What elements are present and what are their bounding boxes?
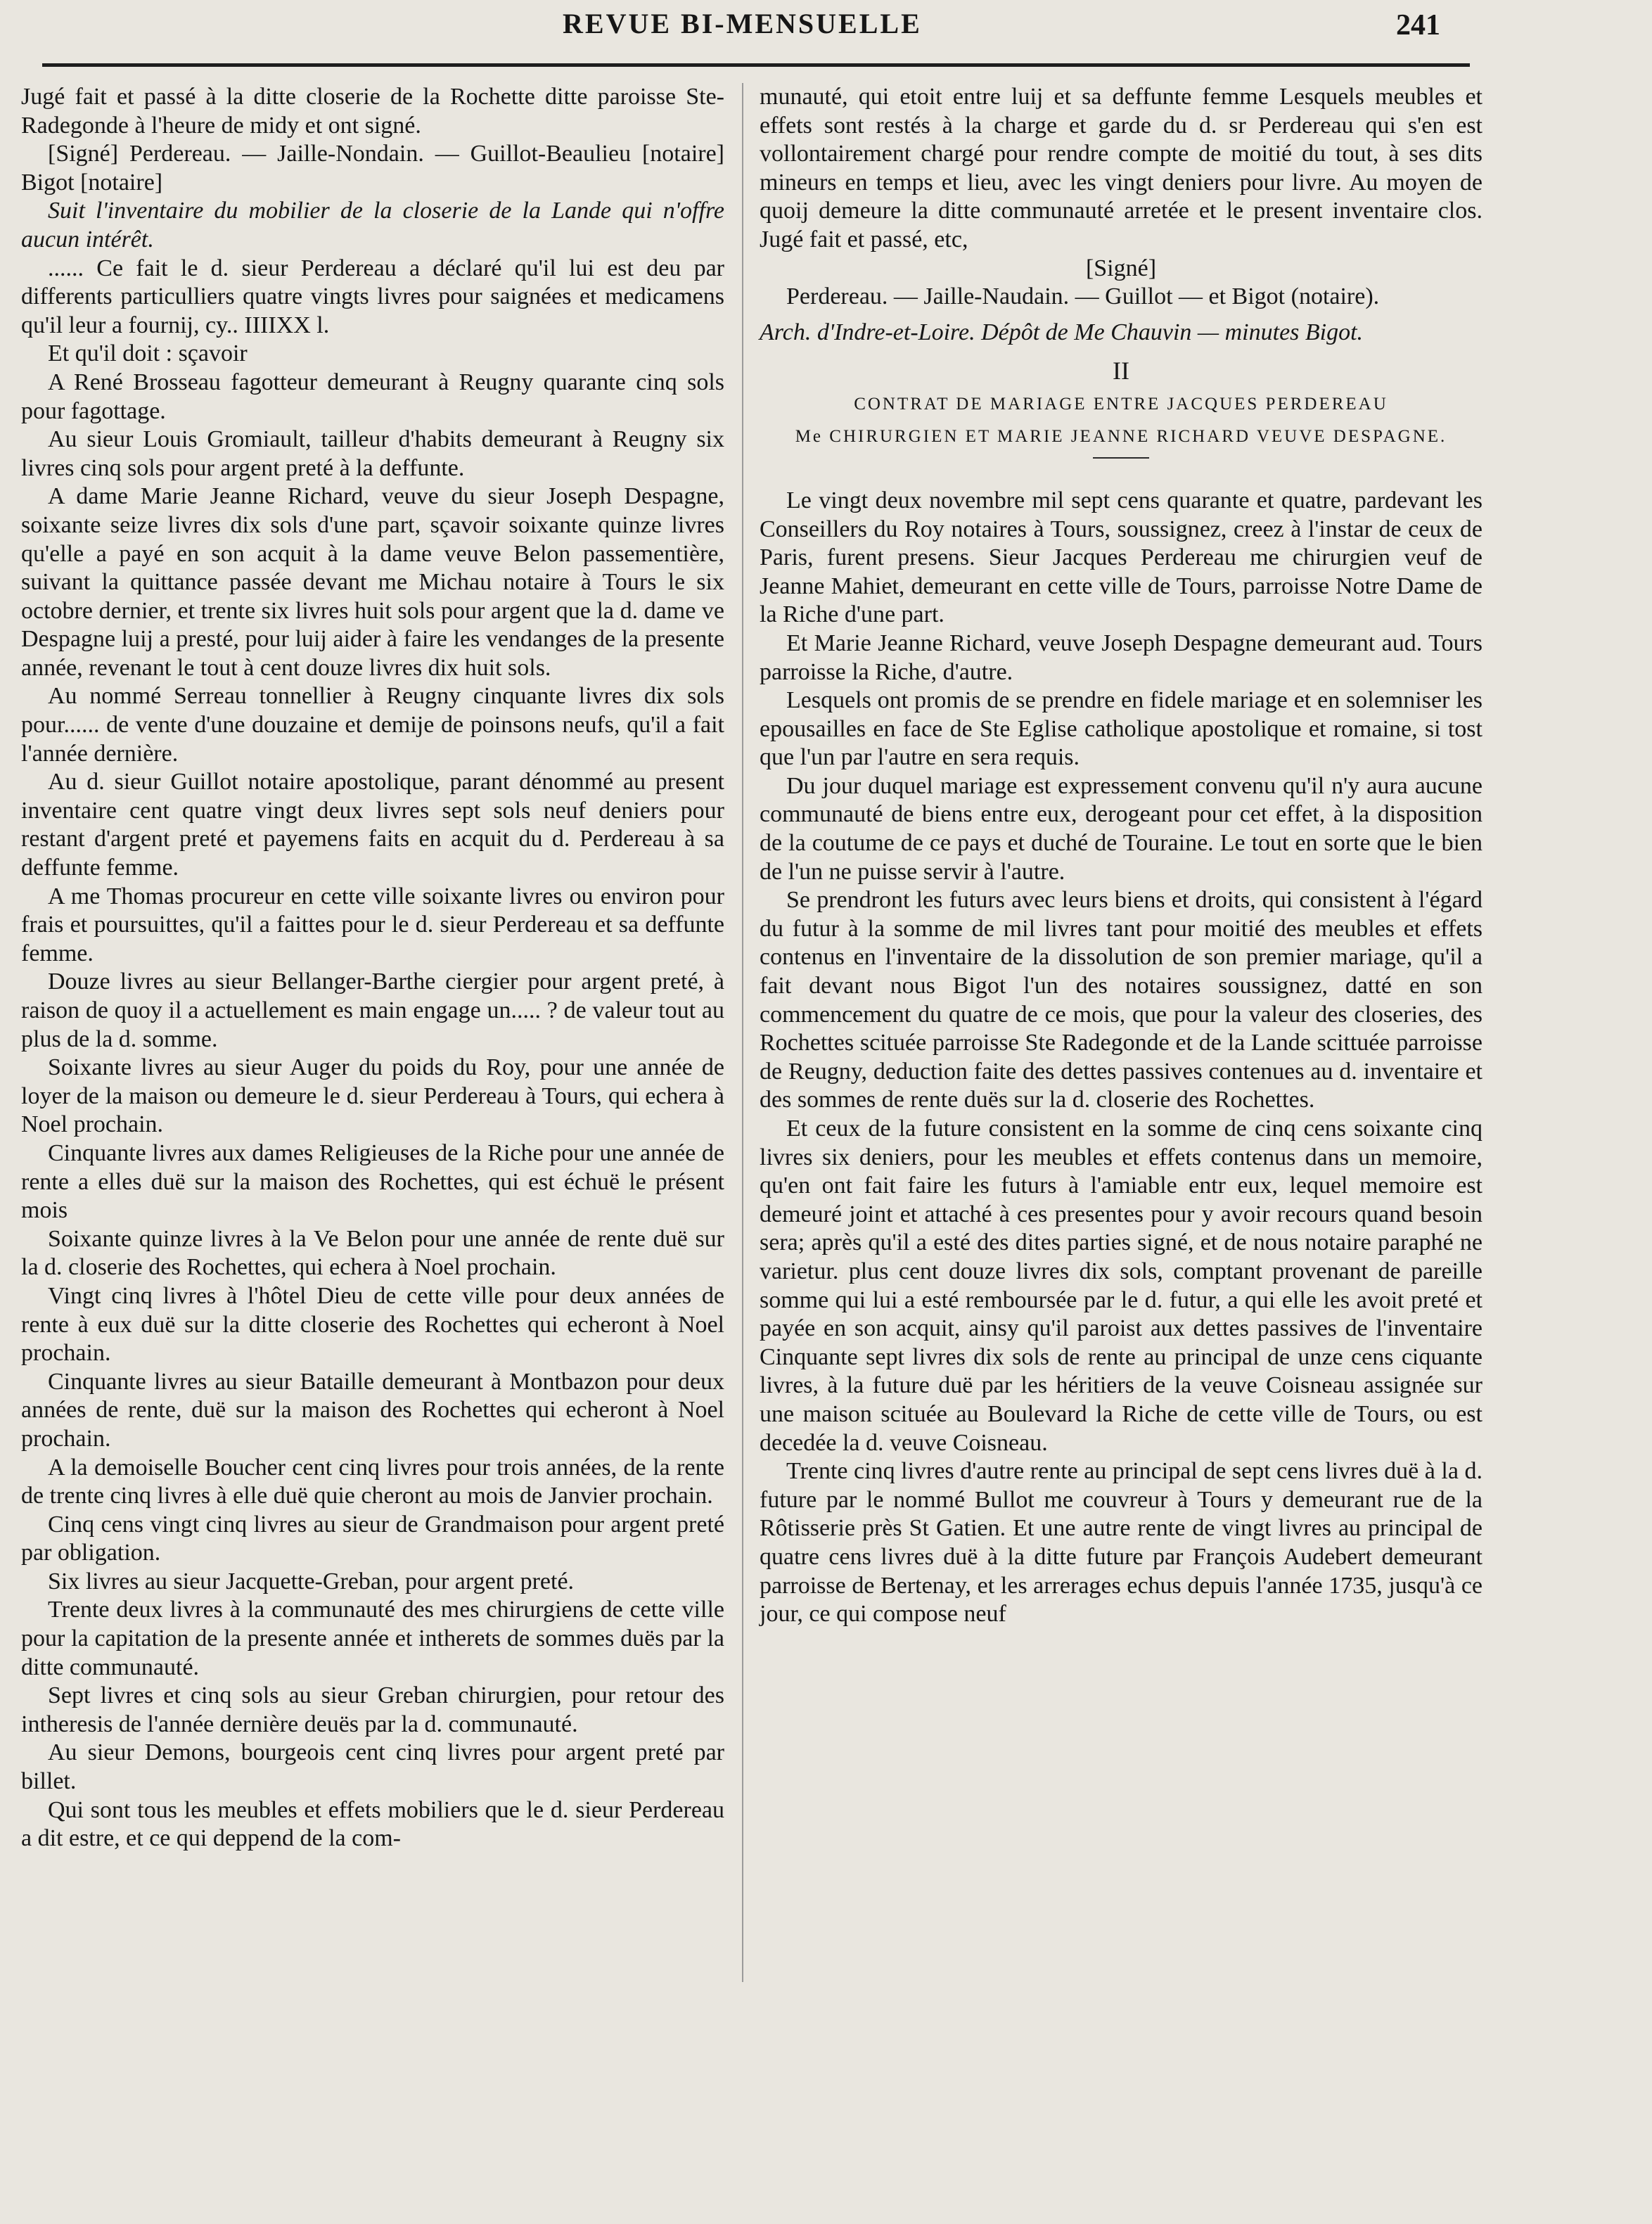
journal-title: REVUE BI-MENSUELLE (563, 8, 922, 39)
contract-paragraph: Le vingt deux novembre mil sept cens quarante et quatre, pardevant les Conseillers du Roy notaires à Tours, soussignez, creez à l'instar de ceux de Paris, furent presens. Sieur Jacques Perdereau me chirurgien veuf de Jeanne Mahiet, demeurant en cette ville de Tours, parroisse Notre Dame de la Riche d'une part. (760, 487, 1483, 628)
section-title-line-2: Me CHIRURGIEN ET MARIE JEANNE RICHARD VEUVE DESPAGNE. (795, 426, 1447, 446)
left-paragraph: Six livres au sieur Jacquette-Greban, pour argent preté. (48, 1568, 575, 1594)
left-paragraph: Trente deux livres à la communauté des mes chirurgiens de cette ville pour la capitation de la presente année et intherets de sommes duës par la ditte communauté. (21, 1597, 724, 1680)
section-title-line-1: CONTRAT DE MARIAGE ENTRE JACQUES PERDEREAU (854, 394, 1388, 414)
left-column (21, 83, 724, 1853)
column-divider (742, 83, 743, 1982)
left-paragraph: Vingt cinq livres à l'hôtel Dieu de cette ville pour deux années de rente à eux duë sur la ditte closerie des Rochettes qui echeront à Noel prochain. (21, 1282, 724, 1367)
inventory-closing-paragraph: munauté, qui etoit entre luij et sa deffunte femme Lesquels meubles et effets sont restés à la charge et garde du d. sr Perdereau qui s'en est vollontairement chargé pour rendre compte de moitié du tout, à ses dits mineurs en temps et lieu, avec les vingt deniers pour livre. Au moyen de quoij demeure la ditte communauté arretée et le present inventaire clos. Jugé fait et passé, etc, (760, 84, 1483, 253)
left-paragraph: Au nommé Serreau tonnellier à Reugny cinquante livres dix sols pour...... de vente d'une douzaine et demije de poinsons neufs, qu'il a fait l'année dernière. (21, 683, 724, 767)
archive-reference: Arch. d'Indre-et-Loire. Dépôt de Me Chauvin — minutes Bigot. (760, 319, 1364, 345)
left-paragraph: Douze livres au sieur Bellanger-Barthe ciergier pour argent preté, à raison de quoy il a actuellement es main engage un..... ? de valeur tout au plus de la d. somme. (21, 969, 724, 1052)
header-rule (42, 63, 1470, 67)
contract-paragraph: Lesquels ont promis de se prendre en fidele mariage et en solemniser les epousailles en face de Ste Eglise catholique apostolique et romaine, si tost que l'un par l'autre en sera requis. (760, 687, 1483, 771)
left-paragraph: Qui sont tous les meubles et effets mobiliers que le d. sieur Perdereau a dit estre, et ce qui deppend de la com- (21, 1796, 724, 1852)
left-paragraph: Cinquante livres aux dames Religieuses de la Riche pour une année de rente a elles duë sur la maison des Rochettes, qui est échuë le présent mois (21, 1139, 724, 1224)
left-paragraph: A dame Marie Jeanne Richard, veuve du sieur Joseph Despagne, soixante seize livres dix sols d'une part, sçavoir soixante quinze livres qu'elle a payé en son acquit à la dame veuve Belon passementière, suivant la quittance passée devant me Michau notaire à Tours le six octobre dernier, et trente six livres huit sols pour argent que la d. dame ve Despagne luij a presté, pour luij aider à faire les vendanges de la presente année, revenant le tout à cent douze livres dix huit sols. (21, 483, 724, 681)
section-number: II (1113, 357, 1129, 385)
left-paragraph: ...... Ce fait le d. sieur Perdereau a déclaré qu'il lui est deu par differents particulliers quatre vingts livres pour saignées et medicamens qu'il leur a fournij, cy.. IIIIXX l. (21, 255, 724, 338)
left-paragraph: Au sieur Demons, bourgeois cent cinq livres pour argent preté par billet. (21, 1739, 724, 1795)
contract-paragraph: Trente cinq livres d'autre rente au principal de sept cens livres duë à la d. future par le nommé Bullot me couvreur à Tours y demeurant rue de la Rôtisserie près St Gatien. Et une autre rente de vingt livres au principal de quatre cens livres duë à la ditte future par François Audebert demeurant parroisse de Bertenay, et les arrerages echus depuis l'année 1735, jusqu'à ce jour, ce qui compose neuf (760, 1458, 1483, 1628)
contract-paragraph: Se prendront les futurs avec leurs biens et droits, qui consistent à l'égard du futur à la somme de mil livres tant pour moitié des meubles et effets contenus en l'inventaire de la dissolution de son premier mariage, qu'il a fait devant nous Bigot l'un des notaires soussignez, datté en son commencement du quatre de ce mois, que pour la valeur des closeries, des Rochettes scituée parroisse Ste Radegonde et de la Lande scittuée parroisse de Reugny, deduction faite des dettes passives contenues au d. inventaire et des sommes de rente duës sur la d. closerie des Rochettes. (760, 887, 1483, 1113)
running-header (0, 0, 1652, 70)
left-paragraph: Au d. sieur Guillot notaire apostolique, parant dénommé au present inventaire cent quatre vingt deux livres sept sols neuf deniers pour restant d'argent preté et payemens faits en acquit du d. Perdereau à sa deffunte femme. (21, 769, 724, 881)
signed-label: [Signé] (1085, 255, 1157, 281)
contract-paragraph: Et ceux de la future consistent en la somme de cinq cens soixante cinq livres six deniers, pour les meubles et effets contenus dans un memoire, qu'en ont fait faire les futurs à l'amiable entr eux, lequel memoire est demeuré joint et attaché à ces presentes pour y avoir recours quand besoin sera; après qu'il a esté des dites parties signé, et de nous notaire paraphé ne varietur. plus cent douze livres dix sols, comptant provenant de pareille somme qui lui a esté remboursée par le d. futur, a qui elle les avoit preté et payée en son acquit, ainsy qu'il paroist aux dettes passives de l'inventaire Cinquante sept livres dix sols de rente au principal de unze cens ciquante livres, à la future duë par les héritiers de la veuve Coisneau assignée sur une maison scituée au Boulevard la Riche de cette ville de Tours, ou est decedée la d. veuve Coisneau. (760, 1116, 1483, 1456)
left-paragraph: A la demoiselle Boucher cent cinq livres pour trois années, de la rente de trente cinq livres à elle duë quie cheront au mois de Janvier prochain. (21, 1454, 724, 1509)
left-paragraph: Au sieur Louis Gromiault, tailleur d'habits demeurant à Reugny six livres cinq sols pour argent preté à la deffunte. (21, 426, 724, 481)
left-paragraph: Jugé fait et passé à la ditte closerie de la Rochette ditte paroisse Ste-Radegonde à l'heure de midy et ont signé. (21, 84, 724, 139)
left-paragraph: Cinq cens vingt cinq livres au sieur de Grandmaison pour argent preté par obligation. (21, 1511, 724, 1566)
page-number: 241 (1396, 9, 1440, 41)
right-column (760, 83, 1483, 1629)
left-paragraph: Sept livres et cinq sols au sieur Greban chirurgien, pour retour des intheresis de l'année dernière deuës par la d. communauté. (21, 1682, 724, 1737)
signatures-line: Perdereau. — Jaille-Naudain. — Guillot — et Bigot (notaire). (786, 283, 1380, 310)
left-paragraph: [Signé] Perdereau. — Jaille-Nondain. — Guillot-Beaulieu [notaire] Bigot [notaire] (21, 141, 724, 196)
left-paragraph: Soixante livres au sieur Auger du poids du Roy, pour une année de loyer de la maison ou demeure le d. sieur Perdereau à Tours, qui echera à Noel prochain. (21, 1054, 724, 1138)
contract-body (760, 487, 1483, 1629)
left-paragraph: A René Brosseau fagotteur demeurant à Reugny quarante cinq sols pour fagottage. (21, 369, 724, 424)
left-paragraph: Soixante quinze livres à la Ve Belon pour une année de rente duë sur la d. closerie des Rochettes, qui echera à Noel prochain. (21, 1225, 724, 1281)
left-paragraph: Cinquante livres au sieur Bataille demeurant à Montbazon pour deux années de rente, duë sur la maison des Rochettes qui echeront à Noel prochain. (21, 1368, 724, 1452)
contract-paragraph: Du jour duquel mariage est expressement convenu qu'il n'y aura aucune communauté de biens entre eux, derogeant pour cet effet, à la disposition de la coutume de ce pays et duché de Touraine. Le tout en sorte que le bien de l'un ne puisse servir à l'autre. (760, 772, 1483, 885)
left-paragraph: Et qu'il doit : sçavoir (48, 340, 248, 367)
contract-paragraph: Et Marie Jeanne Richard, veuve Joseph Despagne demeurant aud. Tours parroisse la Riche, d'autre. (760, 630, 1483, 685)
left-paragraph: A me Thomas procureur en cette ville soixante livres ou environ pour frais et poursuittes, qu'il a faittes pour le d. sieur Perdereau et sa deffunte femme. (21, 883, 724, 966)
section-rule (1093, 457, 1149, 459)
left-paragraph: Suit l'inventaire du mobilier de la closerie de la Lande qui n'offre aucun intérêt. (21, 198, 724, 253)
